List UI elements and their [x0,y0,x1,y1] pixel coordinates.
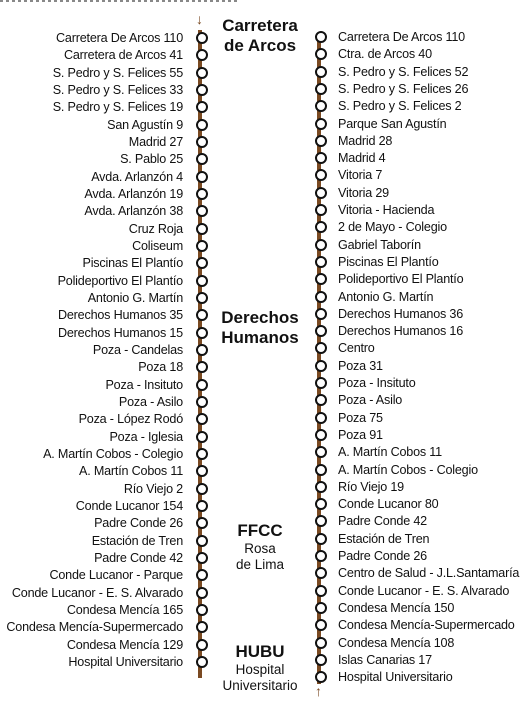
stop-label: Conde Lucanor 80 [338,497,439,512]
stop-marker [315,377,327,389]
stop-label: Conde Lucanor - Parque [49,568,183,583]
stop-label: Centro de Salud - J.L.Santamaría [338,566,520,581]
top-dotted-border [0,0,240,2]
hub-subtitle-line: de Lima [235,557,285,572]
stop-label: Estación de Tren [91,533,183,548]
stop-marker [315,446,327,458]
stop-marker [196,171,208,183]
stop-marker [315,671,327,683]
stop-label: Coliseum [132,238,183,253]
stop-marker [315,325,327,337]
stop-marker [196,621,208,633]
stop-marker [315,100,327,112]
stop-marker [196,119,208,131]
stop-marker [196,257,208,269]
stop-label: Condesa Mencía-Supermercado [6,620,183,635]
hub-ffcc [214,521,306,573]
stop-marker [315,308,327,320]
stop-label: Condesa Mencía 129 [66,637,183,652]
stop-marker [315,464,327,476]
hub-subtitle-line: Hospital [235,662,285,677]
stop-label: S. Pedro y S. Felices 2 [338,99,462,114]
stop-label: Avda. Arlanzón 4 [91,169,183,184]
stop-marker [315,498,327,510]
stop-label: Poza 31 [338,358,383,373]
hub-hubu [214,642,306,694]
hub-derechos-humanos [214,308,306,348]
stop-label: Poza 18 [138,360,183,375]
stop-marker [315,533,327,545]
stop-marker [196,517,208,529]
stop-marker [196,136,208,148]
stop-marker [196,379,208,391]
stop-label: Antonio G. Martín [87,290,183,305]
stop-label: Poza - Insituto [105,377,183,392]
stop-label: Piscinas El Plantío [338,254,439,269]
stop-marker [315,135,327,147]
stop-label: Poza - López Rodó [78,412,183,427]
stop-label: Polideportivo El Plantío [57,273,183,288]
stop-marker [315,118,327,130]
stop-label: Avda. Arlanzón 38 [84,204,183,219]
stop-label: Vitoria 29 [338,185,389,200]
stop-marker [315,567,327,579]
stop-marker [315,291,327,303]
stop-marker [315,342,327,354]
stop-label: Derechos Humanos 15 [57,325,183,340]
stop-label: Cruz Roja [128,221,183,236]
stop-marker [196,413,208,425]
stop-label: Estación de Tren [338,531,430,546]
stop-marker [315,31,327,43]
stop-label: Condesa Mencía 108 [338,635,455,650]
stop-label: 2 de Mayo - Colegio [338,220,447,235]
stop-marker [196,327,208,339]
stop-label: Derechos Humanos 35 [57,308,183,323]
stop-label: Poza 91 [338,427,383,442]
stop-label: Padre Conde 26 [338,549,427,563]
stop-marker [196,67,208,79]
stop-label: Vitoria - Hacienda [338,203,435,217]
stop-label: S. Pedro y S. Felices 26 [338,81,469,96]
stop-marker [315,187,327,199]
stop-marker [196,465,208,477]
stop-marker [315,585,327,597]
stop-label: S. Pedro y S. Felices 33 [52,82,183,97]
stop-label: Poza - Insituto [338,376,416,390]
stop-label: Poza - Iglesia [109,429,183,444]
stop-marker [196,309,208,321]
stop-marker [315,637,327,649]
stop-marker [315,239,327,251]
stop-marker [196,448,208,460]
stop-marker [196,223,208,235]
hub-title-line: Humanos [221,328,299,347]
stop-label: Poza - Candelas [92,342,183,357]
down-arrow-icon: ↓ [196,11,203,27]
stop-marker [315,221,327,233]
stop-label: Condesa Mencía-Supermercado [338,618,515,633]
stop-marker [315,169,327,181]
hub-subtitle-line: Rosa [244,541,276,556]
hub-title-line: de Arcos [223,36,297,55]
stop-marker [196,49,208,61]
stop-label: Madrid 28 [338,133,393,148]
stop-label: Carretera De Arcos 110 [338,30,465,44]
stop-label: San Agustín 9 [107,117,183,132]
stop-label: Centro [338,341,375,356]
stop-label: Poza 75 [338,410,383,425]
stop-label: A. Martín Cobos 11 [79,464,183,479]
stop-marker [315,66,327,78]
stop-label: Poza - Asilo [338,393,403,408]
stop-marker [315,204,327,216]
stop-label: Carretera de Arcos 41 [63,48,183,63]
stop-label: Vitoria 7 [338,168,383,183]
stop-label: Condesa Mencía 165 [66,602,183,617]
hub-title-line: FFCC [237,521,283,540]
stop-marker [315,619,327,631]
up-arrow-icon: ↑ [315,683,322,699]
stop-label: Parque San Agustín [338,116,447,131]
hub-title-line: Derechos [221,308,299,327]
stop-label: Padre Conde 26 [94,516,183,531]
stop-marker [196,604,208,616]
stop-marker [196,587,208,599]
stop-label: S. Pablo 25 [120,152,183,167]
stop-marker [196,84,208,96]
hub-carretera-de-arcos [214,16,306,56]
stop-marker [196,483,208,495]
stop-label: Padre Conde 42 [94,550,183,565]
stop-marker [315,48,327,60]
stop-marker [196,500,208,512]
stop-marker [315,256,327,268]
stop-marker [315,481,327,493]
stop-marker [196,205,208,217]
stop-label: Río Viejo 19 [338,479,404,494]
stop-label: Islas Canarias 17 [338,652,432,667]
stop-label: Madrid 4 [338,151,386,166]
stop-marker [196,396,208,408]
stop-marker [315,429,327,441]
stop-marker [196,101,208,113]
stop-marker [315,83,327,95]
stop-label: Ctra. de Arcos 40 [338,47,432,62]
stop-label: Condesa Mencía 150 [338,600,455,615]
hub-subtitle-line: Universitario [222,678,298,693]
stop-marker [196,275,208,287]
stop-label: Conde Lucanor - E. S. Alvarado [338,583,510,598]
stop-marker [196,344,208,356]
stop-marker [196,639,208,651]
stop-marker [196,431,208,443]
stop-marker [315,515,327,527]
stop-label: S. Pedro y S. Felices 52 [338,64,469,79]
stop-label: Hospital Universitario [338,670,453,685]
stop-label: A. Martín Cobos - Colegio [43,446,183,461]
stop-label: S. Pedro y S. Felices 19 [52,100,183,115]
stop-label: Derechos Humanos 36 [338,306,464,321]
stop-marker [315,273,327,285]
stop-label: A. Martín Cobos 11 [338,445,442,460]
stop-label: Carretera De Arcos 110 [56,31,183,45]
stop-marker [315,412,327,424]
stop-label: Padre Conde 42 [338,514,427,529]
stop-label: Piscinas El Plantío [82,256,183,271]
stop-marker [196,32,208,44]
stop-marker [196,552,208,564]
stop-label: Polideportivo El Plantío [338,272,464,287]
stop-marker [196,153,208,165]
stop-marker [196,240,208,252]
stop-label: Poza - Asilo [118,394,183,409]
stop-label: Madrid 27 [128,134,183,149]
stop-marker [315,602,327,614]
stop-label: S. Pedro y S. Felices 55 [52,65,183,80]
stop-marker [196,535,208,547]
stop-marker [315,654,327,666]
stop-marker [196,292,208,304]
stop-label: Hospital Universitario [68,654,183,669]
stop-label: Río Viejo 2 [123,481,183,496]
stop-label: Conde Lucanor - E. S. Alvarado [11,585,183,600]
stop-marker [196,188,208,200]
stop-label: Gabriel Taborín [338,237,421,252]
stop-marker [196,656,208,668]
stop-label: Avda. Arlanzón 19 [84,186,183,201]
stop-marker [315,394,327,406]
hub-title-line: Carretera [222,16,298,35]
stop-label: Antonio G. Martín [338,289,434,304]
stop-label: Derechos Humanos 16 [338,324,464,339]
stop-marker [315,360,327,372]
stop-marker [196,361,208,373]
stop-label: Conde Lucanor 154 [75,498,183,513]
stop-marker [315,550,327,562]
stop-marker [196,569,208,581]
stop-marker [315,152,327,164]
stop-label: A. Martín Cobos - Colegio [338,462,478,477]
hub-title-line: HUBU [235,642,285,661]
